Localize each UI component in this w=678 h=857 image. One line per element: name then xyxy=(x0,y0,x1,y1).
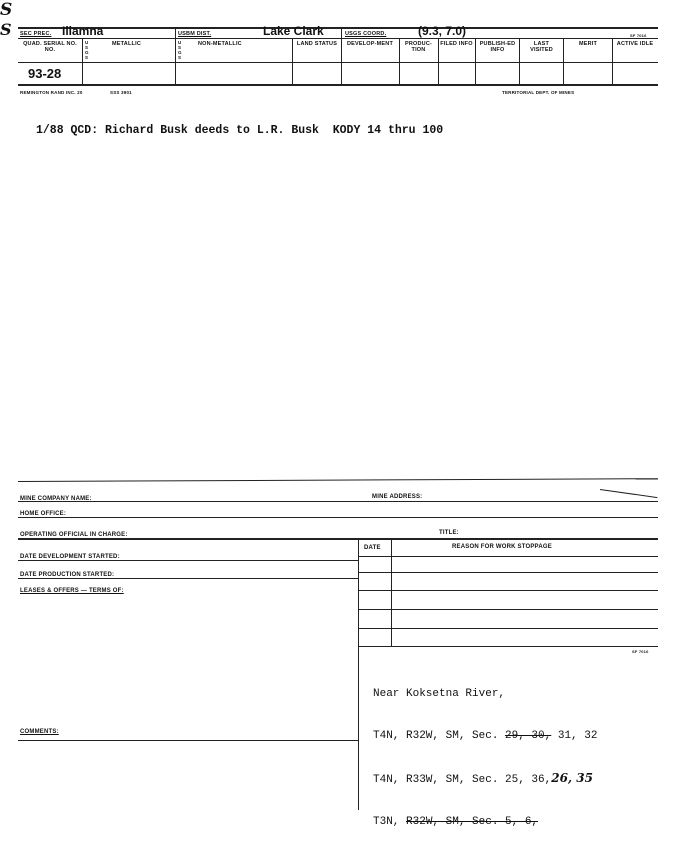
active-idle-value: S xyxy=(0,20,12,39)
deed-note: 1/88 QCD: Richard Busk deeds to L.R. Busk KODY 14 thru 100 xyxy=(36,124,444,137)
home-office-label: HOME OFFICE: xyxy=(20,511,67,517)
mine-company-name-label: MINE COMPANY NAME: xyxy=(20,496,92,502)
col-development: DEVELOP-MENT xyxy=(346,41,394,47)
card-footer-left: REMINGTON RAND INC. 20 xyxy=(20,90,83,95)
usbm-dist-value: Lake Clark xyxy=(263,24,324,38)
sec-prec-label: SEC PREC. xyxy=(20,31,52,37)
col-usgs-2: U S G S xyxy=(178,40,182,60)
col-published-info: PUBLISH-ED INFO xyxy=(479,41,516,53)
title-label: TITLE: xyxy=(439,530,459,536)
location-line-4-prefix: T3N, xyxy=(373,816,407,828)
col-metallic: METALLIC xyxy=(112,41,141,47)
mine-address-label: MINE ADDRESS: xyxy=(372,494,423,500)
location-line-3-handwritten: 26, 35 xyxy=(551,771,593,785)
operating-official-label: OPERATING OFFICIAL IN CHARGE: xyxy=(20,532,128,538)
reason-work-stoppage-label: REASON FOR WORK STOPPAGE xyxy=(452,544,552,550)
date-development-started-label: DATE DEVELOPMENT STARTED: xyxy=(20,554,120,560)
quad-serial-value: 93-28 xyxy=(28,66,62,81)
date-column-label: DATE xyxy=(364,545,381,551)
location-line-3-prefix: T4N, R33W, SM, Sec. 25, 36, xyxy=(373,774,552,786)
location-line-2-prefix: T4N, R32W, SM, Sec. xyxy=(373,730,499,742)
date-production-started-label: DATE PRODUCTION STARTED: xyxy=(20,572,115,578)
col-usgs-1: U S G S xyxy=(85,40,89,60)
usbm-dist-label: USBM DIST. xyxy=(178,31,212,37)
location-line-3 xyxy=(373,771,597,787)
col-land-status: LAND STATUS xyxy=(296,41,338,47)
location-block xyxy=(373,659,597,857)
card-footer-right: TERRITORIAL DEPT. OF MINES xyxy=(502,90,575,95)
sec-prec-value: Iliamna xyxy=(62,24,104,38)
location-line-4-struck: R32W, SM, Sec. 5, 6, xyxy=(406,816,539,828)
location-line-2-suffix: 31, 32 xyxy=(551,730,598,742)
usgs-coord-label: USGS COORD. xyxy=(345,31,387,37)
location-line-4 xyxy=(373,815,597,829)
col-filed-info: FILED INFO xyxy=(440,41,473,47)
col-active-idle: ACTIVE IDLE xyxy=(616,41,654,47)
usgs-coord-value: (9.3, 7.0) xyxy=(418,24,467,38)
location-line-1: Near Koksetna River, xyxy=(373,688,506,700)
leases-offers-label: LEASES & OFFERS — TERMS OF: xyxy=(20,588,124,594)
form-number-bottom: SF 7016 xyxy=(632,649,649,654)
col-non-metallic: NON-METALLIC xyxy=(198,41,242,47)
card-footer-left-nums: SSS 3901 xyxy=(110,90,132,95)
header-card xyxy=(0,0,678,95)
col-last-visited: LAST VISITED xyxy=(530,41,553,53)
form-number-top: SF 7016 xyxy=(630,33,647,38)
land-status-value: S xyxy=(0,0,13,20)
location-line-2-struck: 29, 30, xyxy=(505,730,552,742)
col-quad-serial: QUAD. SERIAL NO. NO. xyxy=(23,41,77,53)
location-line-2 xyxy=(373,729,597,743)
comments-label: COMMENTS: xyxy=(20,729,59,735)
col-merit: MERIT xyxy=(578,41,598,47)
col-production: PRODUC-TION xyxy=(404,41,433,53)
